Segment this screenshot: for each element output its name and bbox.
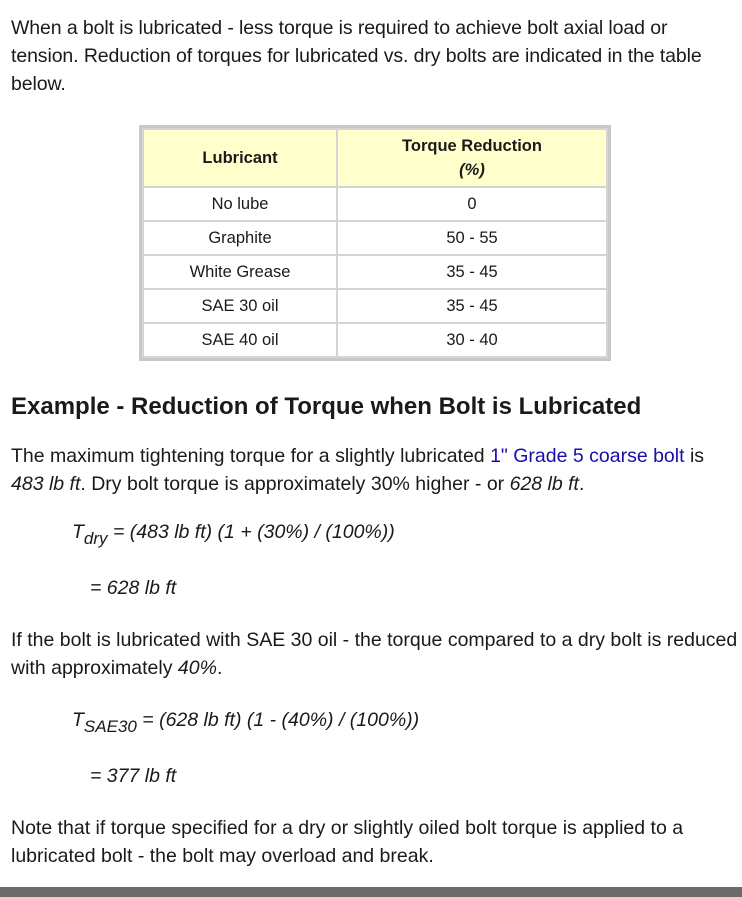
sae30-paragraph: [11, 626, 739, 682]
para1-text-mid2: . Dry bolt torque is approximately 30% higher - or: [80, 473, 510, 495]
note-paragraph: Note that if torque specified for a dry or slightly oiled bolt torque is applied to a lubricated bolt - the bolt may overload and break.: [11, 817, 684, 867]
sae30-torque-formula: [72, 706, 739, 734]
example-heading: Example - Reduction of Torque when Bolt is Lubricated: [11, 393, 642, 420]
formula-expression: = (483 lb ft) (1 + (30%) / (100%)): [107, 521, 395, 543]
formula-symbol: T: [72, 521, 84, 543]
article-content: [11, 14, 739, 870]
cell-lubricant: SAE 30 oil: [143, 289, 337, 323]
table-row: [143, 221, 607, 255]
header-torque-reduction: [337, 129, 607, 187]
table-row: [143, 255, 607, 289]
para1-text-before: The maximum tightening torque for a slightly lubricated: [11, 445, 491, 467]
dry-torque-formula: [72, 518, 739, 546]
formula-subscript: dry: [83, 529, 108, 548]
grade5-bolt-link[interactable]: 1" Grade 5 coarse bolt: [490, 445, 685, 467]
table-row: [143, 289, 607, 323]
cell-lubricant: SAE 40 oil: [143, 323, 337, 357]
bottom-divider: [0, 887, 742, 897]
cell-reduction: 30 - 40: [337, 323, 607, 357]
cell-reduction: 35 - 45: [337, 255, 607, 289]
sae30-torque-result: = 377 lb ft: [90, 765, 177, 787]
table: [142, 128, 608, 358]
formula-symbol: T: [72, 709, 84, 731]
para1-text-mid1: is: [684, 445, 705, 467]
max-torque-paragraph: [11, 442, 739, 498]
cell-lubricant: Graphite: [143, 221, 337, 255]
cell-lubricant: White Grease: [143, 255, 337, 289]
dry-torque-value: 628 lb ft: [509, 473, 579, 495]
cell-reduction: 50 - 55: [337, 221, 607, 255]
para2-text-before: If the bolt is lubricated with SAE 30 oil - the torque compared to a dry bolt is reduced with approximately: [11, 629, 738, 679]
table-row: [143, 323, 607, 357]
dry-torque-result: = 628 lb ft: [90, 577, 177, 599]
header-torque-reduction-label: Torque Reduction: [402, 137, 542, 155]
para2-text-after: .: [216, 657, 223, 679]
header-torque-reduction-unit: (%): [459, 161, 485, 179]
cell-lubricant: No lube: [143, 187, 337, 221]
para1-text-after: .: [578, 473, 585, 495]
cell-reduction: 0: [337, 187, 607, 221]
formula-expression: = (628 lb ft) (1 - (40%) / (100%)): [136, 709, 420, 731]
table-row: [143, 187, 607, 221]
lubricated-torque-value: 483 lb ft: [11, 473, 81, 495]
header-lubricant: Lubricant: [143, 129, 337, 187]
cell-reduction: 35 - 45: [337, 289, 607, 323]
formula-subscript: SAE30: [83, 717, 137, 736]
torque-reduction-table: [139, 125, 611, 361]
intro-paragraph: When a bolt is lubricated - less torque is required to achieve bolt axial load or tension. Reduction of torques for lubricated vs. dry bolts are indicated in the table below.: [11, 17, 702, 95]
reduction-percent-value: 40%: [177, 657, 217, 679]
table-header-row: [143, 129, 607, 187]
